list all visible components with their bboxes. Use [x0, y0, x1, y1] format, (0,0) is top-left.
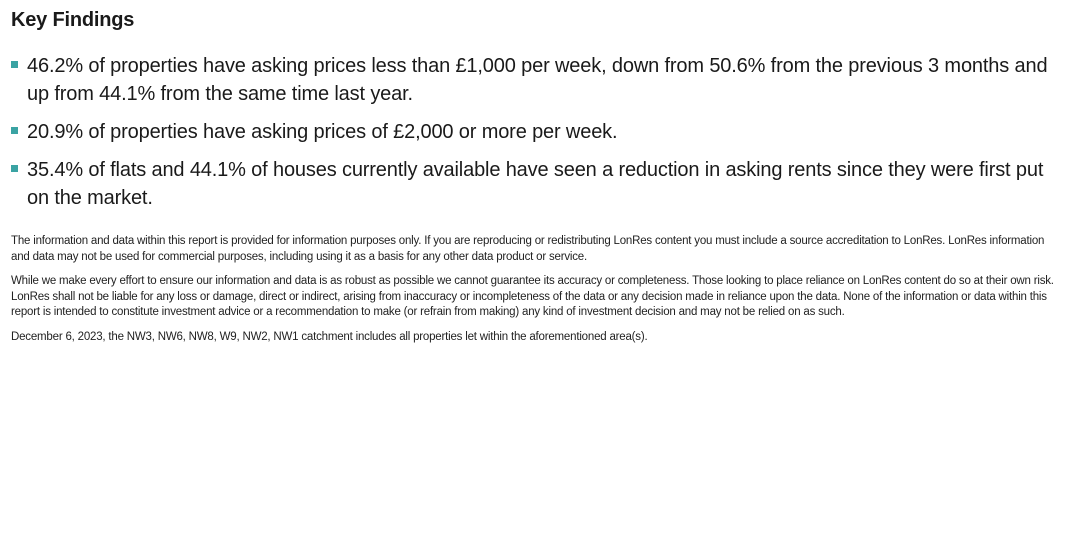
- catchment-note: December 6, 2023, the NW3, NW6, NW8, W9, NW2, NW1 catchment includes all properties let within the aforementioned area(s).: [11, 330, 648, 343]
- square-bullet-icon: [11, 127, 18, 134]
- disclaimer-section: [11, 234, 1063, 345]
- finding-text: 46.2% of properties have asking prices less than £1,000 per week, down from 50.6% from the previous 3 months and up from 44.1% from the same time last year.: [27, 55, 1048, 105]
- finding-item: [11, 156, 1063, 212]
- page-title: Key Findings: [11, 9, 135, 31]
- finding-item: [11, 52, 1063, 108]
- finding-text: 20.9% of properties have asking prices of £2,000 or more per week.: [27, 121, 618, 143]
- square-bullet-icon: [11, 165, 18, 172]
- report-page: [11, 8, 1063, 354]
- disclaimer-liability: While we make every effort to ensure our information and data is as robust as possible we cannot guarantee its accuracy or completeness. Those looking to place reliance on LonRes content do so at their own risk. LonRes shall not be liable for any loss or damage, direct or indirect, arising from inaccuracy or incompleteness of the data or any decision made in reliance upon the data. None of the information or data within this report is intended to constitute investment advice or a recommendation to make (or refrain from making) any kind of investment decision and may not be relied on as such.: [11, 275, 1054, 318]
- key-findings-list: [11, 52, 1063, 212]
- square-bullet-icon: [11, 61, 18, 68]
- finding-item: [11, 118, 1063, 146]
- finding-text: 35.4% of flats and 44.1% of houses currently available have seen a reduction in asking rents since they were first put on the market.: [27, 159, 1044, 209]
- disclaimer-usage: The information and data within this report is provided for information purposes only. If you are reproducing or redistributing LonRes content you must include a source accreditation to LonRes. LonRes information and data may not be used for commercial purposes, including using it as a basis for any other data product or service.: [11, 235, 1045, 263]
